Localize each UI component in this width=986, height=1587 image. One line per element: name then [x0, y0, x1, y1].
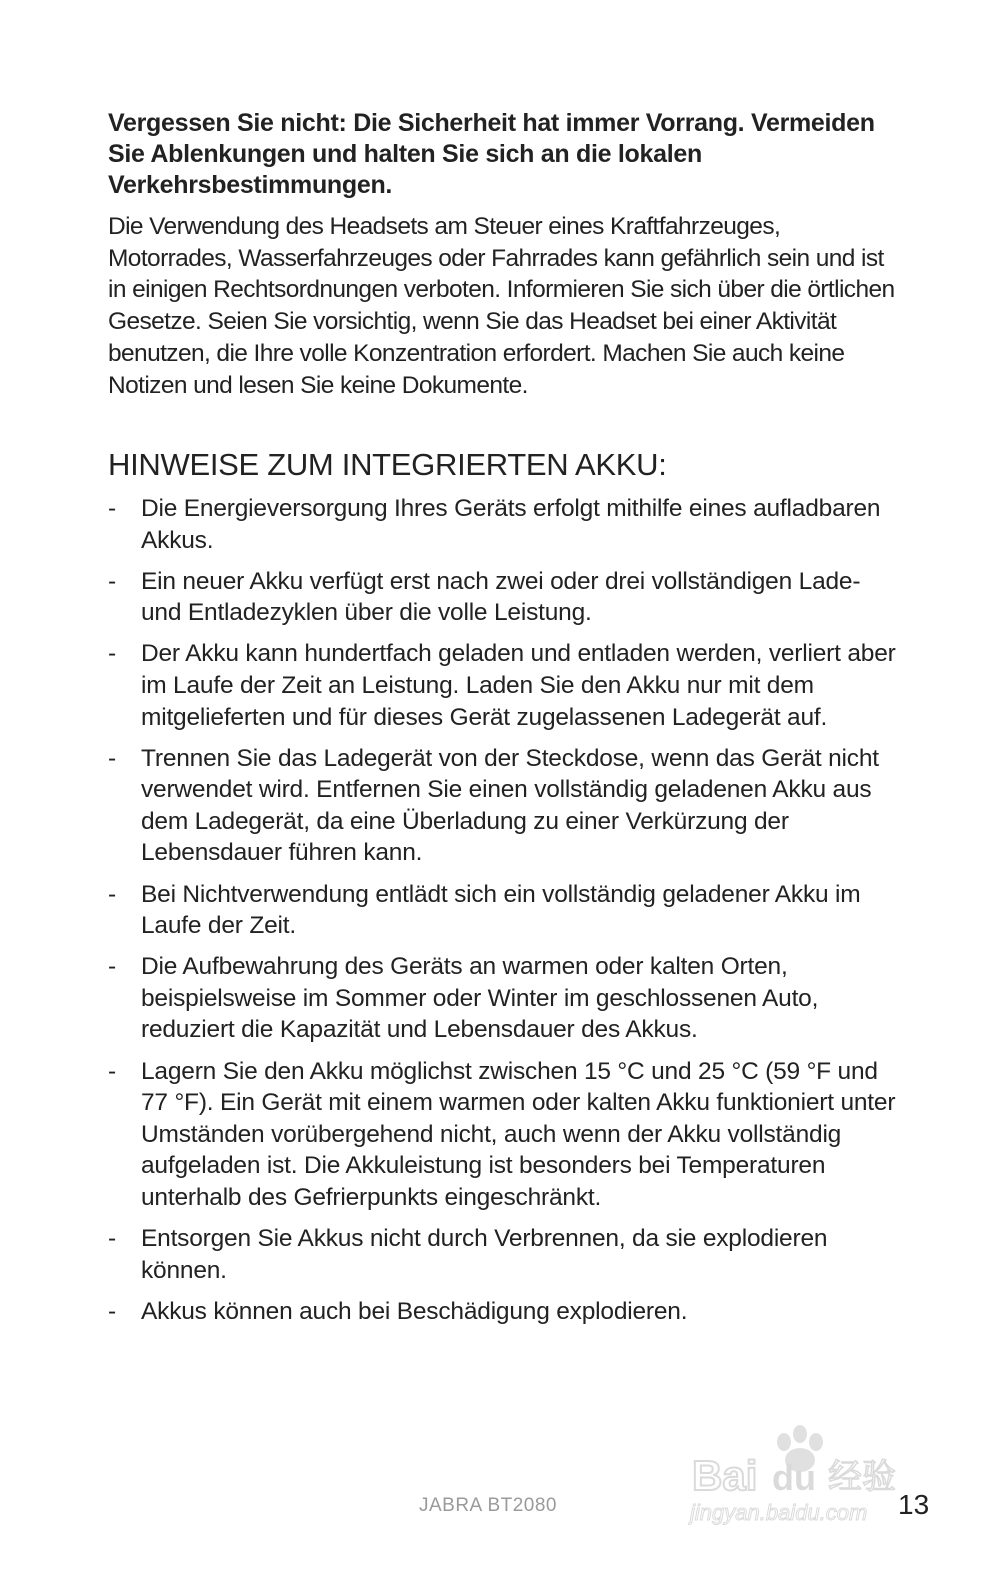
list-item-text: Bei Nichtverwendung entlädt sich ein vollständig geladener Akku im Laufe der Zeit.	[141, 880, 861, 940]
bullet-dash: -	[108, 1057, 116, 1085]
list-item-text: Die Energieversorgung Ihres Geräts erfolgt mithilfe eines aufladbaren Akkus.	[141, 495, 881, 554]
bullet-dash: -	[108, 880, 116, 908]
safety-warning: Vergessen Sie nicht: Die Sicherheit hat immer Vorrang. Vermeiden Sie Ablenkungen und halten Sie sich an die lokalen Verkehrsbestimmungen.	[108, 109, 875, 199]
list-item	[108, 951, 898, 1046]
svg-text:经验: 经验	[828, 1457, 896, 1497]
section-heading: HINWEISE ZUM INTEGRIERTEN AKKU:	[108, 447, 667, 482]
bullet-dash: -	[108, 1297, 116, 1325]
intro-paragraph: Die Verwendung des Headsets am Steuer eines Kraftfahrzeuges, Motorrades, Wasserfahrzeuges oder Fahrrades kann gefährlich sein und ist in einigen Rechtsordnungen verboten. Informieren Sie sich über die örtlichen Gesetze. Seien Sie vorsichtig, wenn Sie das Headset bei einer Aktivität benutzen, die Ihre volle Konzentration erfordert. Machen Sie auch keine Notizen und lesen Sie keine Dokumente.	[108, 213, 895, 399]
page-number: 13	[898, 1489, 930, 1520]
list-item	[108, 1223, 898, 1286]
list-item-text: Die Aufbewahrung des Geräts an warmen oder kalten Orten, beispielsweise im Sommer oder Winter im geschlossenen Auto, reduziert die Kapazität und Lebensdauer des Akkus.	[141, 953, 819, 1044]
list-item-text: Entsorgen Sie Akkus nicht durch Verbrennen, da sie explodieren können.	[141, 1224, 828, 1284]
bullet-dash: -	[108, 495, 116, 522]
bullet-dash: -	[108, 640, 116, 668]
list-item-text: Der Akku kann hundertfach geladen und entladen werden, verliert aber im Laufe der Zeit an Leistung. Laden Sie den Akku nur mit dem mitgelieferten und für dieses Gerät zugelassenen Ladegerät auf.	[141, 640, 896, 731]
svg-text:Bai: Bai	[692, 1452, 758, 1499]
list-item-text: Akkus können auch bei Beschädigung explodieren.	[141, 1297, 688, 1325]
bullet-dash: -	[108, 953, 116, 981]
list-item	[108, 879, 898, 942]
svg-text:jingyan.baidu.com: jingyan.baidu.com	[690, 1500, 868, 1525]
baidu-watermark-logo	[688, 1420, 920, 1530]
bullet-dash: -	[108, 567, 116, 595]
list-item-text: Ein neuer Akku verfügt erst nach zwei oder drei vollständigen Lade- und Entladezyklen über die volle Leistung.	[141, 567, 861, 627]
list-item	[108, 566, 898, 629]
list-item	[108, 493, 898, 556]
list-item	[108, 743, 898, 869]
svg-text:du: du	[772, 1457, 816, 1498]
bullet-dash: -	[108, 744, 116, 772]
bullet-dash: -	[108, 1224, 116, 1252]
list-item	[108, 1296, 898, 1328]
list-item-text: Trennen Sie das Ladegerät von der Steckdose, wenn das Gerät nicht verwendet wird. Entfernen Sie einen vollständig geladenen Akku aus dem Ladegerät, da eine Überladung zu einer Verkürzung der Lebensdauer führen kann.	[141, 744, 879, 867]
footer-brand: JABRA BT2080	[418, 1495, 558, 1516]
list-item-text: Lagern Sie den Akku möglichst zwischen 15 °C und 25 °C (59 °F und 77 °F). Ein Gerät mit einem warmen oder kalten Akku funktioniert unter Umständen vorübergehend nicht, auch wenn der Akku vollständig aufgeladen ist. Die Akkuleistung ist besonders bei Temperaturen unterhalb des Gefrierpunkts eingeschränkt.	[141, 1057, 896, 1211]
list-item	[108, 638, 898, 733]
list-item	[108, 1056, 898, 1214]
battery-notes-list	[108, 493, 898, 1337]
